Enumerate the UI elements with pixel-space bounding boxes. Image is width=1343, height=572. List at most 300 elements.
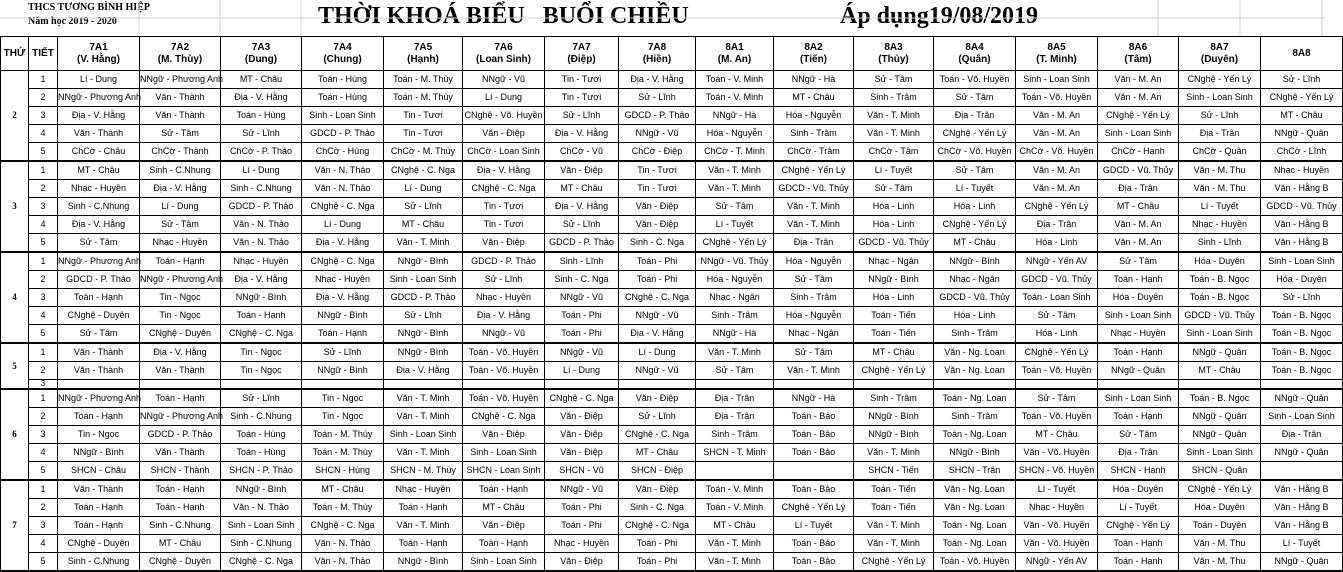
schedule-cell: SHCN - T. Minh <box>696 444 774 462</box>
schedule-cell: Tin - Ngọc <box>302 389 384 408</box>
schedule-cell: NNgữ - Quân <box>1179 343 1261 362</box>
schedule-cell: NNgữ - Bình <box>302 307 384 325</box>
schedule-cell: NNgữ - Bình <box>854 271 934 289</box>
class-teacher: (V. Hằng) <box>77 53 120 65</box>
period-number: 1 <box>29 161 58 180</box>
schedule-cell: Toán - Phi <box>619 252 696 271</box>
schedule-cell: Toán - Hùng <box>221 426 302 444</box>
schedule-cell: NNgữ - Quân <box>1179 408 1261 426</box>
schedule-cell: SHCN - Quân <box>1179 462 1261 481</box>
schedule-cell: CNghệ - Duyên <box>140 553 221 572</box>
class-teacher: (Tiến) <box>799 53 828 65</box>
table-row <box>1 517 1343 535</box>
schedule-cell: ChCờ - Võ. Huyền <box>1016 143 1098 162</box>
schedule-cell: GDCD - P. Thảo <box>58 271 140 289</box>
schedule-cell: Hóa - Nguyễn <box>774 307 854 325</box>
schedule-cell: Sinh - Trâm <box>696 426 774 444</box>
schedule-cell: Địa - Trân <box>1098 444 1179 462</box>
class-name: 7A5 <box>413 41 433 53</box>
schedule-cell: Tin - Tươi <box>619 161 696 180</box>
col-class-7a1 <box>58 37 140 71</box>
schedule-cell: NNgữ - Bình <box>384 252 463 271</box>
schedule-cell: Toán - Hạnh <box>58 408 140 426</box>
schedule-cell: Văn - Thành <box>140 107 221 125</box>
period-number: 2 <box>29 271 58 289</box>
period-number: 3 <box>29 198 58 216</box>
schedule-cell: Văn - T. Minh <box>384 408 463 426</box>
schedule-cell: Toán - Bảo <box>774 426 854 444</box>
period-number: 3 <box>29 107 58 125</box>
schedule-cell: Toán - Hùng <box>221 107 302 125</box>
schedule-cell: Hóa - Linh <box>1016 234 1098 253</box>
schedule-cell: Toán - Hạnh <box>463 535 545 553</box>
schedule-cell: Sử - Lĩnh <box>619 89 696 107</box>
schedule-cell: Sinh - Loan Sinh <box>1179 89 1261 107</box>
class-teacher: (Loan Sinh) <box>476 53 531 65</box>
schedule-cell: SHCN - Tiến <box>854 462 934 481</box>
schedule-cell: NNgữ - Vũ <box>463 325 545 344</box>
schedule-cell: Toán - Võ. Huyền <box>1016 89 1098 107</box>
schedule-cell: Tin - Ngọc <box>221 343 302 362</box>
table-row <box>1 71 1343 89</box>
schedule-cell: NNgữ - Bình <box>854 426 934 444</box>
schedule-cell: NNgữ - Yến AV <box>1016 553 1098 572</box>
school-year: Năm học 2019 - 2020 <box>28 16 117 27</box>
schedule-cell: Sinh - C.Nhung <box>140 517 221 535</box>
schedule-cell: Sử - Lĩnh <box>221 125 302 143</box>
schedule-cell: MT - Châu <box>221 71 302 89</box>
schedule-cell: Văn - T. Minh <box>854 125 934 143</box>
schedule-cell: Sinh - Loan Sinh <box>384 426 463 444</box>
schedule-cell: Toán - Ng. Loan <box>934 517 1016 535</box>
schedule-cell: Toán - M. Thùy <box>384 89 463 107</box>
schedule-cell: Sinh - Loan Sinh <box>1098 125 1179 143</box>
schedule-cell: CNghệ - C. Nga <box>221 553 302 572</box>
schedule-cell: SHCN - Vũ <box>545 462 619 481</box>
schedule-cell: Sinh - Loan Sinh <box>1179 444 1261 462</box>
class-name: 7A8 <box>647 41 667 53</box>
schedule-cell: NNgữ - Vũ <box>619 307 696 325</box>
table-row <box>1 408 1343 426</box>
schedule-cell: Địa - Trân <box>774 234 854 253</box>
schedule-cell: GDCD - Vũ. Thủy <box>1098 161 1179 180</box>
schedule-cell: CNghệ - Duyên <box>58 307 140 325</box>
schedule-cell: MT - Châu <box>696 517 774 535</box>
schedule-cell: MT - Châu <box>774 89 854 107</box>
schedule-cell: ChCờ - Điệp <box>619 143 696 162</box>
schedule-cell: Hóa - Duyên <box>1179 499 1261 517</box>
schedule-cell: Toán - Loan Sinh <box>1016 289 1098 307</box>
schedule-cell: Toán - Phi <box>619 535 696 553</box>
schedule-cell <box>545 380 619 390</box>
schedule-cell: Văn - Thành <box>140 362 221 380</box>
schedule-cell: Sử - Tâm <box>1016 389 1098 408</box>
table-row <box>1 535 1343 553</box>
schedule-cell: Văn - N. Thảo <box>221 216 302 234</box>
schedule-cell: ChCờ - Loan Sinh <box>463 143 545 162</box>
schedule-cell: Sử - Lĩnh <box>463 271 545 289</box>
class-name: 7A1 <box>89 41 108 53</box>
period-number: 3 <box>29 380 58 390</box>
schedule-cell: SHCN - Hạnh <box>1098 462 1179 481</box>
schedule-cell: Hóa - Duyên <box>1098 289 1179 307</box>
table-row <box>1 198 1343 216</box>
table-row <box>1 426 1343 444</box>
table-row <box>1 480 1343 499</box>
schedule-cell: CNghệ - C. Nga <box>463 180 545 198</box>
table-row <box>1 444 1343 462</box>
schedule-cell: NNgữ - Quân <box>1261 444 1343 462</box>
schedule-cell: Toán - V. Minh <box>696 89 774 107</box>
col-class-7a7 <box>545 37 619 71</box>
schedule-cell: NNgữ - Bình <box>58 444 140 462</box>
schedule-cell: Sử - Lĩnh <box>221 389 302 408</box>
header-row <box>1 37 1343 71</box>
schedule-cell: Văn - Điệp <box>619 480 696 499</box>
schedule-cell: GDCD - P. Thảo <box>619 107 696 125</box>
schedule-cell: Sinh - C.Nhung <box>58 553 140 572</box>
col-class-8a4 <box>934 37 1016 71</box>
period-number: 5 <box>29 234 58 253</box>
class-name: 7A3 <box>251 41 271 53</box>
schedule-cell: SHCN - M. Thùy <box>384 462 463 481</box>
col-class-8a7 <box>1179 37 1261 71</box>
schedule-cell: CNghệ - Yến Lý <box>1016 198 1098 216</box>
period-number: 1 <box>29 389 58 408</box>
class-teacher: (Hạnh) <box>407 53 439 65</box>
schedule-cell: Địa - V. Hằng <box>384 362 463 380</box>
class-teacher: (M. An) <box>717 53 752 65</box>
table-row <box>1 252 1343 271</box>
schedule-cell: ChCờ - P. Thảo <box>221 143 302 162</box>
class-name: 8A5 <box>1047 41 1066 53</box>
schedule-cell: ChCờ - Hùng <box>302 143 384 162</box>
schedule-cell: Nhạc - Ngân <box>854 252 934 271</box>
schedule-cell: Toán - B. Ngọc <box>1261 307 1343 325</box>
schedule-cell: Sinh - Trâm <box>774 125 854 143</box>
day-label: 5 <box>1 343 29 389</box>
schedule-cell: Sử - Lĩnh <box>1179 107 1261 125</box>
schedule-cell: Toán - B. Ngọc <box>1179 271 1261 289</box>
schedule-cell: Văn - M. Thu <box>1179 161 1261 180</box>
schedule-cell: Hóa - Duyên <box>1098 480 1179 499</box>
schedule-cell: Lí - Tuyết <box>1179 198 1261 216</box>
col-thu: THỨ <box>1 37 29 71</box>
schedule-cell: ChCờ - Tâm <box>854 143 934 162</box>
schedule-cell: Sử - Tâm <box>140 216 221 234</box>
table-row <box>1 389 1343 408</box>
schedule-cell: Sinh - C.Nhung <box>58 198 140 216</box>
schedule-cell: Địa - V. Hằng <box>140 343 221 362</box>
schedule-cell: Văn - Võ. Huyền <box>1016 535 1098 553</box>
schedule-cell: CNghệ - Duyên <box>140 325 221 344</box>
schedule-cell: Văn - M. An <box>1016 161 1098 180</box>
schedule-cell: Toán - Ng. Loan <box>934 389 1016 408</box>
class-teacher: (T. Minh) <box>1036 53 1077 65</box>
schedule-cell: Văn - Võ. Huyền <box>1016 517 1098 535</box>
period-number: 1 <box>29 343 58 362</box>
schedule-cell: Văn - Hằng B <box>1261 234 1343 253</box>
schedule-cell: Toán - Võ. Huyền <box>463 343 545 362</box>
class-teacher: (Tâm) <box>1124 53 1152 65</box>
schedule-cell: Tin - Ngọc <box>58 426 140 444</box>
schedule-cell: Văn - Điệp <box>545 444 619 462</box>
schedule-cell: Văn - N. Thảo <box>302 535 384 553</box>
schedule-cell: Văn - M. An <box>1098 89 1179 107</box>
schedule-cell <box>619 380 696 390</box>
schedule-cell: Toán - Hạnh <box>140 252 221 271</box>
schedule-cell: Văn - T. Minh <box>854 535 934 553</box>
table-row <box>1 343 1343 362</box>
schedule-cell: Nhạc - Huyền <box>221 252 302 271</box>
schedule-cell: Văn - Điệp <box>463 234 545 253</box>
schedule-cell: Nhạc - Ngân <box>774 325 854 344</box>
schedule-cell: NNgữ - Hà <box>696 107 774 125</box>
schedule-cell: NNgữ - Bình <box>221 480 302 499</box>
schedule-cell: CNghệ - Yến Lý <box>1098 107 1179 125</box>
schedule-cell: Toán - Hạnh <box>140 499 221 517</box>
schedule-cell: Địa - Trân <box>934 107 1016 125</box>
schedule-cell: MT - Châu <box>384 216 463 234</box>
schedule-cell: Văn - Hằng B <box>1261 499 1343 517</box>
period-number: 5 <box>29 462 58 481</box>
schedule-cell: CNghệ - C. Nga <box>619 517 696 535</box>
schedule-cell: Địa - Trân <box>1098 180 1179 198</box>
schedule-cell: Sinh - C.Nhung <box>221 408 302 426</box>
schedule-cell: NNgữ - Vũ <box>463 71 545 89</box>
schedule-cell: MT - Châu <box>1016 426 1098 444</box>
schedule-cell: Văn - T. Minh <box>774 216 854 234</box>
schedule-cell <box>1179 380 1261 390</box>
schedule-cell: Sinh - C.Nhung <box>221 535 302 553</box>
schedule-cell: Sinh - C. Nga <box>619 499 696 517</box>
schedule-cell: GDCD - P. Thảo <box>302 125 384 143</box>
schedule-cell: NNgữ - Bình <box>934 252 1016 271</box>
schedule-cell: CNghệ - C. Nga <box>619 426 696 444</box>
schedule-cell: Văn - Điệp <box>545 553 619 572</box>
schedule-cell: GDCD - P. Thảo <box>463 252 545 271</box>
schedule-cell: Sử - Lĩnh <box>619 408 696 426</box>
period-number: 2 <box>29 89 58 107</box>
schedule-cell: Lí - Dung <box>619 343 696 362</box>
schedule-cell: Toán - Phi <box>545 499 619 517</box>
schedule-cell: CNghệ - Yến Lý <box>1179 480 1261 499</box>
schedule-cell: Sinh - Loan Sinh <box>1098 307 1179 325</box>
class-name: 8A4 <box>965 41 984 53</box>
schedule-cell: CNghệ - Yến Lý <box>1179 71 1261 89</box>
schedule-cell: Toán - Hùng <box>302 89 384 107</box>
table-row <box>1 125 1343 143</box>
schedule-cell: Văn - T. Minh <box>384 234 463 253</box>
col-tiet: TIẾT <box>29 37 58 71</box>
schedule-cell: Sử - Lĩnh <box>302 343 384 362</box>
schedule-cell: NNgữ - Hà <box>696 325 774 344</box>
schedule-cell: Toán - V. Minh <box>696 480 774 499</box>
schedule-cell: GDCD - Vũ. Thủy <box>934 289 1016 307</box>
schedule-cell: Toán - Bảo <box>774 480 854 499</box>
schedule-cell: Nhạc - Huyền <box>545 535 619 553</box>
schedule-cell: Toán - B. Ngọc <box>1179 389 1261 408</box>
schedule-cell: ChCờ - Thành <box>140 143 221 162</box>
schedule-cell: GDCD - P. Thảo <box>384 289 463 307</box>
schedule-cell: Toán - Võ. Huyền <box>463 362 545 380</box>
schedule-cell: Sử - Tâm <box>774 271 854 289</box>
schedule-cell: ChCờ - Châu <box>58 143 140 162</box>
schedule-cell: Sinh - Trâm <box>934 408 1016 426</box>
table-row <box>1 553 1343 572</box>
table-row <box>1 307 1343 325</box>
schedule-cell: Địa - Trân <box>1261 426 1343 444</box>
schedule-cell: ChCờ - Trâm <box>774 143 854 162</box>
table-row <box>1 289 1343 307</box>
schedule-cell: NNgữ - Quân <box>1098 362 1179 380</box>
schedule-cell: Hóa - Linh <box>934 198 1016 216</box>
schedule-cell: CNghệ - C. Nga <box>302 252 384 271</box>
schedule-cell: Lí - Dung <box>545 362 619 380</box>
schedule-cell: Toán - V. Minh <box>696 499 774 517</box>
schedule-cell: Toán - Hùng <box>221 444 302 462</box>
schedule-cell: Lí - Tuyết <box>1261 535 1343 553</box>
period-number: 4 <box>29 216 58 234</box>
schedule-cell: Văn - N. Thảo <box>302 180 384 198</box>
schedule-cell: NNgữ - Vũ <box>545 289 619 307</box>
schedule-cell: Địa - V. Hằng <box>545 125 619 143</box>
schedule-cell: Văn - Hằng B <box>1261 517 1343 535</box>
schedule-cell: GDCD - Vũ. Thủy <box>1261 198 1343 216</box>
schedule-cell: Nhạc - Huyền <box>1016 499 1098 517</box>
schedule-cell: Toán - Hạnh <box>221 307 302 325</box>
schedule-cell: Toán - Bảo <box>774 408 854 426</box>
schedule-cell: Văn - Thành <box>140 444 221 462</box>
schedule-cell: NNgữ - Bình <box>221 289 302 307</box>
schedule-cell: Toán - Bảo <box>774 535 854 553</box>
schedule-cell: Văn - M. Thu <box>1179 180 1261 198</box>
schedule-cell: ChCờ - M. Thùy <box>384 143 463 162</box>
schedule-cell: Văn - T. Minh <box>384 444 463 462</box>
table-row <box>1 234 1343 253</box>
schedule-cell: Văn - N. Thảo <box>221 499 302 517</box>
schedule-cell: Lí - Dung <box>384 180 463 198</box>
schedule-cell: NNgữ - Bình <box>934 444 1016 462</box>
schedule-cell: Hóa - Nguyễn <box>774 107 854 125</box>
schedule-cell: CNghệ - C. Nga <box>302 517 384 535</box>
schedule-cell: Tin - Tươi <box>384 107 463 125</box>
class-teacher: (Quân) <box>958 53 991 65</box>
schedule-cell: CNghệ - Yến Lý <box>696 234 774 253</box>
col-class-8a5 <box>1016 37 1098 71</box>
schedule-cell: Sử - Tâm <box>934 89 1016 107</box>
schedule-cell: Nhạc - Huyền <box>1261 161 1343 180</box>
schedule-cell: Sinh - Loan Sinh <box>1016 71 1098 89</box>
schedule-cell: Tin - Tươi <box>463 216 545 234</box>
schedule-cell: Lí - Tuyết <box>934 180 1016 198</box>
schedule-cell: Toán - Phi <box>545 517 619 535</box>
schedule-cell: Sử - Tâm <box>1016 307 1098 325</box>
class-name: 7A7 <box>572 41 591 53</box>
col-class-8a6 <box>1098 37 1179 71</box>
schedule-cell: Toán - Hạnh <box>1098 271 1179 289</box>
schedule-cell: Toán - B. Ngọc <box>1261 362 1343 380</box>
apply-date: Áp dụng19/08/2019 <box>840 3 1039 29</box>
schedule-cell: Sử - Lĩnh <box>384 198 463 216</box>
schedule-cell: Nhạc - Ngân <box>696 289 774 307</box>
schedule-cell: Văn - Điệp <box>619 389 696 408</box>
schedule-cell: Sinh - Loan Sinh <box>1261 408 1343 426</box>
schedule-cell: Sử - Tâm <box>854 180 934 198</box>
schedule-cell: Toán - Bảo <box>774 444 854 462</box>
schedule-cell: MT - Châu <box>140 535 221 553</box>
schedule-cell: MT - Châu <box>1261 107 1343 125</box>
page-title: THỜI KHOÁ BIỂU BUỔI CHIỀU <box>318 3 689 29</box>
schedule-cell: Sinh - Loan Sinh <box>1098 389 1179 408</box>
schedule-cell: CNghệ - Yến Lý <box>1098 517 1179 535</box>
schedule-cell: SHCN - Trân <box>934 462 1016 481</box>
schedule-cell: Toán - Hạnh <box>463 480 545 499</box>
class-teacher: (Duyên) <box>1200 53 1239 65</box>
schedule-cell: GDCD - Vũ. Thủy <box>1016 271 1098 289</box>
day-label: 3 <box>1 161 29 252</box>
schedule-cell: Toán - Hạnh <box>1098 408 1179 426</box>
schedule-cell: Hóa - Nguyễn <box>774 252 854 271</box>
schedule-cell: CNghệ - Yến Lý <box>854 553 934 572</box>
schedule-cell: Nhạc - Huyền <box>463 289 545 307</box>
schedule-cell: Địa - Trân <box>696 408 774 426</box>
schedule-cell: NNgữ - Bình <box>384 553 463 572</box>
schedule-cell: Sử - Tâm <box>854 71 934 89</box>
schedule-cell: Sử - Tâm <box>58 234 140 253</box>
schedule-cell <box>1261 380 1343 390</box>
schedule-cell: CNghệ - Yến Lý <box>774 161 854 180</box>
schedule-cell: Văn - T. Minh <box>384 389 463 408</box>
schedule-cell: Lí - Dung <box>140 198 221 216</box>
class-name: 8A1 <box>725 41 744 53</box>
class-name: 8A2 <box>804 41 823 53</box>
schedule-cell: NNgữ - Vũ <box>619 125 696 143</box>
schedule-cell: NNgữ - Quân <box>1261 553 1343 572</box>
schedule-cell: Sinh - C. Nga <box>545 271 619 289</box>
schedule-cell <box>1261 462 1343 481</box>
schedule-cell: Sinh - Loan Sinh <box>384 271 463 289</box>
schedule-cell: Toán - Hùng <box>302 71 384 89</box>
schedule-cell: SHCN - Thành <box>140 462 221 481</box>
schedule-cell: Tin - Ngọc <box>140 307 221 325</box>
schedule-cell <box>302 380 384 390</box>
schedule-cell: GDCD - Vũ. Thủy <box>1179 307 1261 325</box>
schedule-cell: Toán - M. Thùy <box>384 71 463 89</box>
schedule-cell: Văn - Thành <box>58 480 140 499</box>
schedule-cell: Lí - Dung <box>463 89 545 107</box>
schedule-cell: Văn - T. Minh <box>696 161 774 180</box>
schedule-cell: Tin - Ngọc <box>302 408 384 426</box>
schedule-cell: Văn - Thành <box>58 125 140 143</box>
schedule-cell: CNghệ - Yến Lý <box>854 362 934 380</box>
schedule-cell <box>696 380 774 390</box>
schedule-cell: Sử - Lĩnh <box>545 107 619 125</box>
schedule-cell: Địa - Trân <box>1016 216 1098 234</box>
table-row <box>1 271 1343 289</box>
schedule-cell: Địa - V. Hằng <box>619 71 696 89</box>
schedule-cell <box>854 380 934 390</box>
schedule-cell: NNgữ - Yến AV <box>1016 252 1098 271</box>
schedule-cell: Sinh - Trâm <box>854 389 934 408</box>
period-number: 4 <box>29 307 58 325</box>
schedule-cell: Lí - Dung <box>58 71 140 89</box>
schedule-cell: NNgữ - Phương Anh <box>58 89 140 107</box>
table-row <box>1 180 1343 198</box>
table-row <box>1 380 1343 390</box>
schedule-cell: Toán - Bảo <box>774 553 854 572</box>
schedule-cell: Tin - Ngọc <box>140 289 221 307</box>
